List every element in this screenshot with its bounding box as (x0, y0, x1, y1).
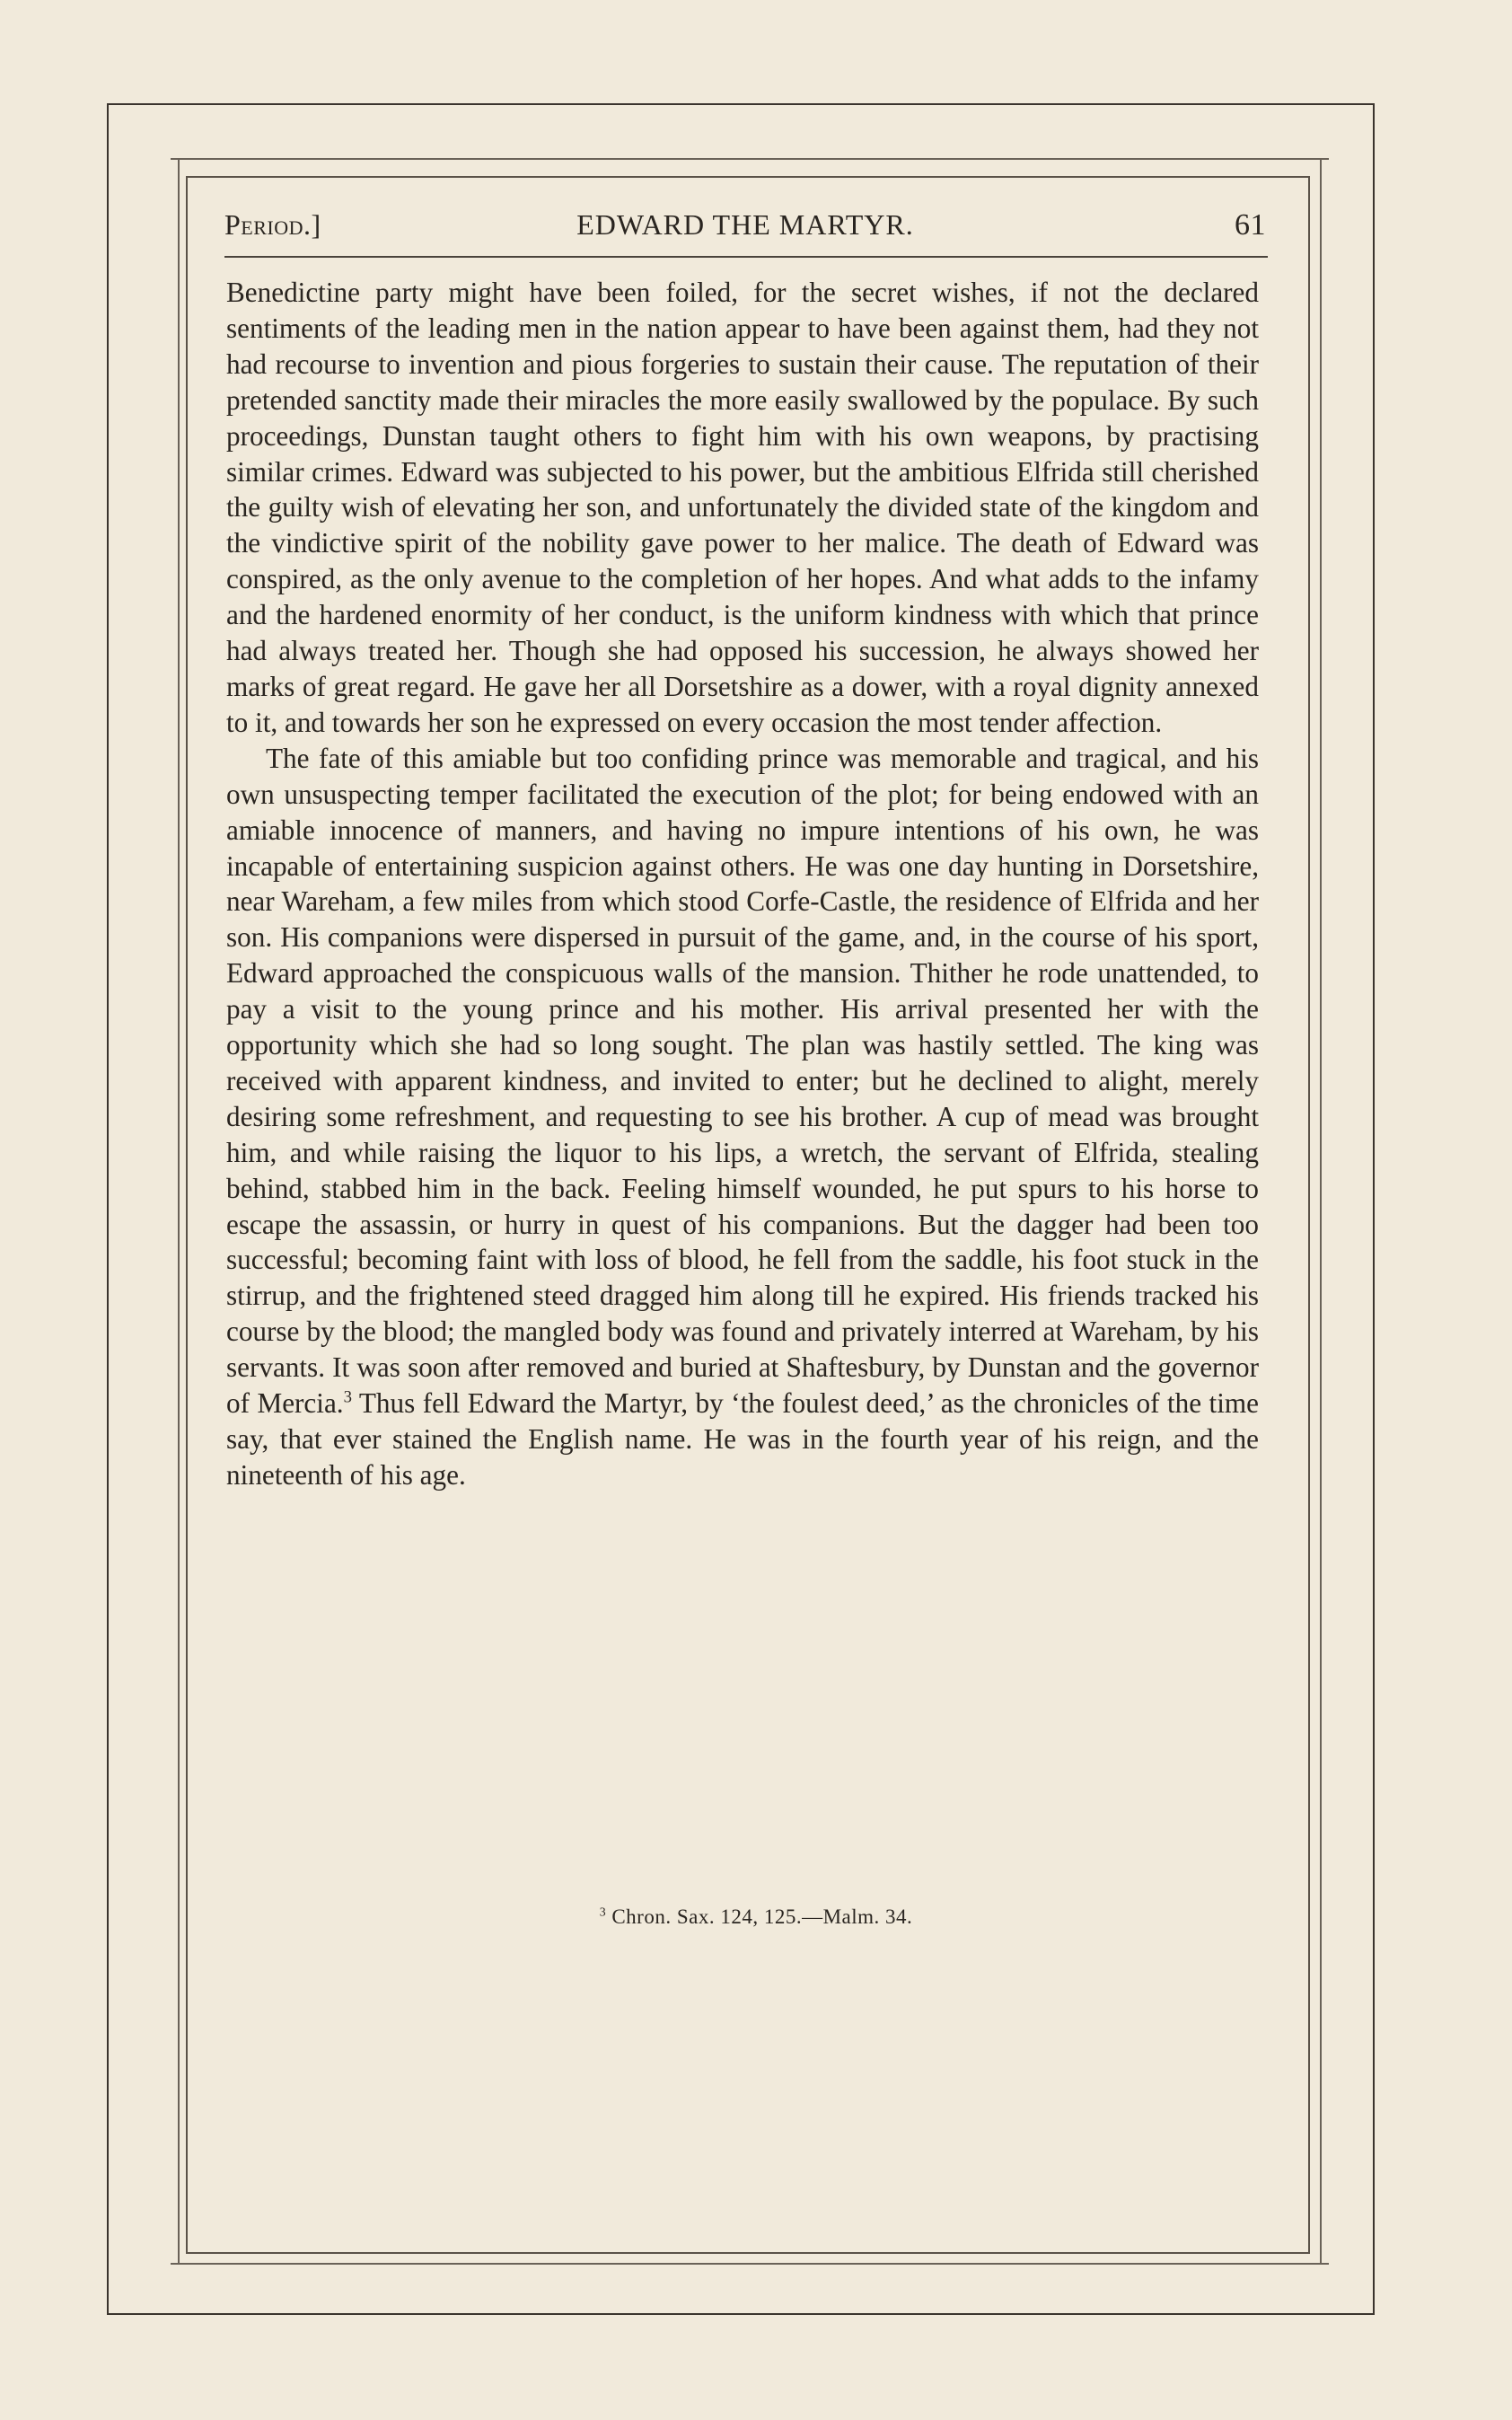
body-text (226, 275, 1259, 1493)
frame-rule-top (171, 158, 1329, 160)
footnote-text: Chron. Sax. 124, 125.—Malm. 34. (606, 1905, 913, 1928)
header-chapter-title: EDWARD THE MARTYR. (576, 208, 914, 241)
paragraph-2 (226, 741, 1259, 1493)
footnote (0, 1905, 1512, 1929)
frame-rule-right (1320, 158, 1322, 2265)
running-header (224, 208, 1266, 248)
frame-rule-left (178, 158, 180, 2265)
page-number: 61 (1235, 208, 1266, 242)
header-period-label: Period.] (224, 208, 321, 241)
header-rule (224, 256, 1268, 258)
footnote-reference[interactable]: 3 (343, 1387, 352, 1407)
paragraph-1: Benedictine party might have been foiled, for the secret wishes, if not the declared sentiments of the leading men in the nation appear to have been against them, had they not had recourse to invention and pious forgeries to sustain their cause. The reputation of their pretended sanctity made their miracles the more easily swallowed by the populace. By such proceedings, Dunstan taught others to fight him with his own weapons, by practising similar crimes. Edward was subjected to his power, but the ambitious Elfrida still cherished the guilty wish of elevating her son, and unfortunately the divided state of the kingdom and the vindictive spirit of the nobility gave power to her malice. The death of Edward was conspired, as the only avenue to the completion of her hopes. And what adds to the infamy and the hardened enormity of her conduct, is the uniform kindness with which that prince had always treated her. Though she had opposed his succession, he always showed her marks of great regard. He gave her all Dorsetshire as a dower, with a royal dignity annexed to it, and towards her son he expressed on every occasion the most tender affection. (226, 277, 1259, 738)
frame-rule-bottom (171, 2263, 1329, 2265)
paragraph-2-end: Thus fell Edward the Martyr, by ‘the foulest deed,’ as the chronicles of the time say, that ever stained the English name. He was in the fourth year of his reign, and the nineteenth of his age. (226, 1387, 1259, 1491)
footnote-marker: 3 (599, 1905, 607, 1919)
paragraph-2-text: The fate of this amiable but too confiding prince was memorable and tragical, and his own unsuspecting temper facilitated the execution of the plot; for being endowed with an amiable innocence of manners, and having no impure intentions of his own, he was incapable of entertaining suspicion against others. He was one day hunting in Dorsetshire, near Wareham, a few miles from which stood Corfe-Castle, the residence of Elfrida and her son. His companions were dispersed in pursuit of the game, and, in the course of his sport, Edward approached the conspicuous walls of the mansion. Thither he rode unattended, to pay a visit to the young prince and his mother. His arrival presented her with the opportunity which she had so long sought. The plan was hastily settled. The king was received with apparent kindness, and invited to enter; but he declined to alight, merely desiring some refreshment, and requesting to see his brother. A cup of mead was brought him, and while raising the liquor to his lips, a wretch, the servant of Elfrida, stealing behind, stabbed him in the back. Feeling himself wounded, he put spurs to his horse to escape the assassin, or hurry in quest of his companions. But the dagger had been too successful; becoming faint with loss of blood, he fell from the saddle, his foot stuck in the stirrup, and the frightened steed dragged him along till he expired. His friends tracked his course by the blood; the mangled body was found and privately interred at Wareham, by his servants. It was soon after removed and buried at Shaftesbury, by Dunstan and the governor of Mercia. (226, 742, 1259, 1420)
